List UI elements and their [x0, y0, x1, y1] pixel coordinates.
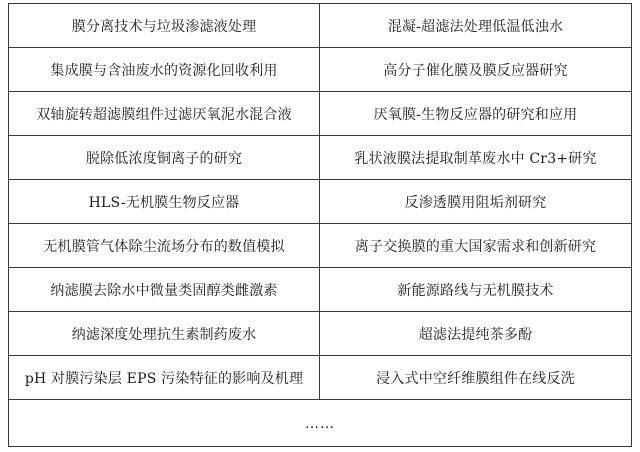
topic-cell: 离子交换膜的重大国家需求和创新研究 — [354, 238, 597, 255]
topics-table — [8, 3, 632, 447]
topic-cell: 脱除低浓度铜离子的研究 — [9, 136, 320, 179]
table-row — [9, 268, 631, 312]
table-row — [9, 136, 631, 180]
table-row — [9, 92, 631, 136]
topic-cell: 反渗透膜用阻垢剂研究 — [404, 194, 547, 211]
ellipsis-row — [9, 400, 631, 446]
table-row — [9, 356, 631, 400]
table-row — [9, 180, 631, 224]
topic-cell: 新能源路线与无机膜技术 — [397, 282, 554, 299]
table-row — [9, 48, 631, 92]
table-row — [9, 224, 631, 268]
topic-cell: 混凝-超滤法处理低温低浊水 — [387, 18, 564, 35]
topic-cell: 集成膜与含油废水的资源化回收利用 — [9, 48, 320, 91]
topic-cell: 纳滤深度处理抗生素制药废水 — [9, 312, 320, 355]
topic-cell: HLS-无机膜生物反应器 — [9, 180, 320, 223]
topic-cell: 乳状液膜法提取制革废水中 Cr3+研究 — [354, 150, 597, 167]
topic-cell: 纳滤膜去除水中微量类固醇类雌激素 — [9, 268, 320, 311]
topic-cell: 超滤法提纯茶多酚 — [418, 326, 533, 343]
ellipsis-text: …… — [305, 416, 335, 432]
topic-cell: 高分子催化膜及膜反应器研究 — [383, 62, 568, 79]
topic-cell: 双轴旋转超滤膜组件过滤厌氧泥水混合液 — [9, 92, 320, 135]
topic-cell: pH 对膜污染层 EPS 污染特征的影响及机理 — [9, 356, 320, 399]
topic-cell: 厌氧膜-生物反应器的研究和应用 — [373, 106, 578, 123]
table-row — [9, 312, 631, 356]
topic-cell: 膜分离技术与垃圾渗滤液处理 — [9, 4, 320, 47]
table-row — [9, 4, 631, 48]
topic-cell: 浸入式中空纤维膜组件在线反洗 — [376, 370, 575, 387]
topic-cell: 无机膜管气体除尘流场分布的数值模拟 — [9, 224, 320, 267]
